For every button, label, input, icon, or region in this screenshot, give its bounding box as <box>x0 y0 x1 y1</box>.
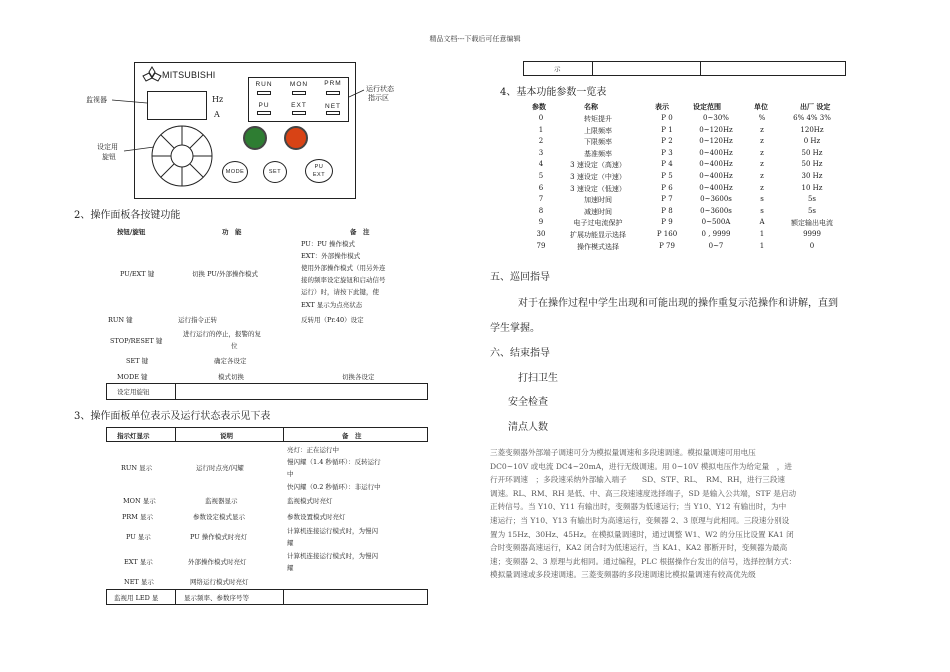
s3-led-desc: 显示频率、参数序号等 <box>184 594 249 602</box>
paragraph-line: 正转信号。当 Y10、Y11 有输出时，变频器为低速运行；当 Y10、Y12 有输出时，为中 <box>490 502 787 512</box>
s3-run-disp: RUN 显示 <box>121 464 153 472</box>
param-cell: P 0 <box>661 114 673 122</box>
param-header-name: 名称 <box>584 102 598 111</box>
unit-hz: Hz <box>212 95 224 104</box>
param-cell: 50 Hz <box>801 160 823 169</box>
callout-status-line2: 指示区 <box>368 94 389 102</box>
mitsubishi-logo-icon <box>142 66 162 82</box>
s2-stop-func-1: 进行运行的停止，报警的复 <box>183 330 261 338</box>
param-cell: z <box>760 125 764 134</box>
param-cell: 减速时间 <box>584 207 612 216</box>
top-table-line <box>700 61 701 76</box>
param-cell: 3 速设定（低速） <box>570 184 626 193</box>
param-cell: 120Hz <box>800 125 824 134</box>
param-cell: z <box>760 172 764 180</box>
param-cell: 9999 <box>803 230 821 238</box>
section2-title: 2、操作面板各按键功能 <box>74 210 181 221</box>
s3-run-desc: 运行时点亮/闪耀 <box>196 464 244 472</box>
s3-ext-note-1: 计算机连接运行模式时，为慢闪 <box>287 552 378 560</box>
callout-leader-lines <box>80 85 380 165</box>
param-cell: P 79 <box>659 241 675 250</box>
param-header-disp: 表示 <box>655 102 669 111</box>
param-cell: 50 Hz <box>801 148 823 157</box>
param-cell: 79 <box>536 241 546 250</box>
indicator-ext-label: EXT <box>291 102 307 109</box>
s3-table-line <box>283 589 284 605</box>
s2-pu-ext-note-1: PU：PU 操作模式 <box>301 240 356 248</box>
s3-table-line <box>427 427 428 442</box>
param-cell: s <box>760 195 764 204</box>
param-cell: 5 <box>538 172 544 180</box>
param-header-default: 出厂 设定 <box>800 102 831 111</box>
s3-table-line <box>106 427 107 442</box>
param-cell: s <box>760 206 764 215</box>
param-cell: 0 Hz <box>803 137 821 146</box>
paragraph-line: 调速。RL、RM、RH 是低、中、高三段速速度选择端子，SD 是输入公共端，STF 是启动 <box>490 488 797 498</box>
param-cell: 1 <box>759 230 765 238</box>
s3-table-line <box>106 589 107 605</box>
param-cell: P 160 <box>656 230 678 238</box>
s2-pu-ext-func: 切换 PU/外部操作模式 <box>192 270 258 278</box>
callout-dial-line1: 设定用 <box>97 143 118 151</box>
pu-label: PU <box>314 164 324 170</box>
s3-header-disp: 指示灯显示 <box>117 432 150 440</box>
s3-header-note: 备 注 <box>342 432 362 440</box>
s3-run-note-4: 快闪耀（0.2 秒循环）：非运行中 <box>287 483 381 491</box>
param-cell: 8 <box>538 206 544 215</box>
param-cell: 5s <box>807 195 817 204</box>
s3-ext-disp: EXT 显示 <box>124 558 153 566</box>
param-header-range: 设定范围 <box>693 102 721 111</box>
s3-pu-desc: PU 操作模式时亮灯 <box>190 533 248 541</box>
s2-header-key: 按钮/旋钮 <box>117 228 146 236</box>
section6-title: 六、结束指导 <box>490 348 550 359</box>
callout-status-line1: 运行状态 <box>366 85 394 93</box>
s2-pu-ext-note-5: 运行）时，请按下此键，使 <box>301 288 379 296</box>
paragraph-line: 速运行；当 Y10、Y13 有输出时为高速运行，变频器 2、3 原理与此相同。三段速分别设 <box>490 515 790 525</box>
watermark-text: 精品文档---下载后可任意编辑 <box>429 35 521 43</box>
s2-run-func: 运行指令正转 <box>178 316 217 324</box>
param-cell: 0~30% <box>703 114 729 122</box>
param-cell: 加速时间 <box>584 196 612 205</box>
param-cell: 4 <box>538 160 544 169</box>
param-cell: 1 <box>538 125 544 134</box>
param-cell: 额定输出电流 <box>791 219 833 228</box>
param-cell: 5s <box>807 206 817 215</box>
param-cell: 0~120Hz <box>699 137 733 146</box>
param-cell: 扩展功能显示选择 <box>570 231 626 239</box>
param-header-unit: 单位 <box>754 102 768 111</box>
top-table-cell: 示 <box>554 65 561 73</box>
s3-pu-disp: PU 显示 <box>126 533 151 541</box>
param-cell: 0 <box>538 114 544 122</box>
section4-title: 4、基本功能参数一览表 <box>500 87 607 98</box>
param-header-num: 参数 <box>532 102 546 111</box>
param-cell: 0~7 <box>708 241 724 250</box>
s2-header-func: 功 能 <box>222 228 242 236</box>
s2-dial-key: 设定用旋钮 <box>117 388 150 396</box>
param-cell: 电子过电流保护 <box>573 219 623 228</box>
paragraph-line: 行开环调速 ；多段速采纳外部输入端子 SD、STF、RL、 RM、RH，进行三段速 <box>490 475 786 485</box>
param-cell: P 2 <box>661 137 673 146</box>
param-cell: 30 Hz <box>801 172 823 180</box>
param-cell: 0~400Hz <box>699 148 733 157</box>
s2-run-note: 反转用（Pr.40）设定 <box>301 316 364 324</box>
param-cell: 0~400Hz <box>699 172 733 180</box>
param-cell: 3 <box>538 148 544 157</box>
s3-run-note-3: 中 <box>287 470 294 478</box>
paragraph-line: DC0~10V 或电流 DC4~20mA，进行无级调速。用 0~10V 模拟电压作为给定量 ，进 <box>490 461 792 471</box>
param-cell: 2 <box>538 137 544 146</box>
param-cell: 1 <box>759 241 765 250</box>
section3-title: 3、操作面板单位表示及运行状态表示见下表 <box>74 411 271 422</box>
param-cell: 10 Hz <box>801 183 823 192</box>
param-cell: P 6 <box>661 183 673 192</box>
top-table-line <box>845 61 846 76</box>
ext-label: EXT <box>312 172 326 178</box>
indicator-mon-label: MON <box>289 81 309 88</box>
param-cell: P 9 <box>661 218 673 227</box>
s3-table-line <box>283 427 284 442</box>
s2-stop-func-2: 位 <box>231 342 238 350</box>
param-cell: z <box>760 160 764 169</box>
s3-run-note-1: 亮灯：正在运行中 <box>287 446 339 454</box>
param-cell: 0~120Hz <box>699 125 733 134</box>
top-table-line <box>523 75 846 76</box>
s3-table-line <box>175 589 176 605</box>
s3-mon-note: 监视模式时亮灯 <box>287 497 333 505</box>
s2-mode-key: MODE 键 <box>117 373 148 381</box>
s3-net-disp: NET 显示 <box>124 578 154 586</box>
param-cell: 0 , 9999 <box>701 230 731 238</box>
s3-ext-desc: 外部操作模式时亮灯 <box>188 558 247 566</box>
s3-table-line <box>427 589 428 605</box>
s3-run-note-2: 慢闪耀（1.4 秒循环）：反转运行 <box>287 458 381 466</box>
param-cell: 0~400Hz <box>699 160 733 169</box>
param-cell: 7 <box>538 195 544 204</box>
s3-table-line <box>106 589 428 590</box>
indicator-run-label: RUN <box>255 81 273 88</box>
paragraph-line: 速；变频器 2、3 原理与此相同。通过编程，PLC 根据操作台发出的信号，选择控制方式： <box>490 556 797 566</box>
callout-dial-line2: 旋钮 <box>102 153 116 161</box>
param-cell: 6 <box>538 183 544 192</box>
param-cell: z <box>760 137 764 146</box>
s3-table-line <box>106 441 428 442</box>
paragraph-block <box>490 446 874 582</box>
param-cell: 操作模式选择 <box>577 242 619 251</box>
s3-table-line <box>175 427 176 442</box>
s2-table-line <box>106 383 107 400</box>
item-count: 清点人数 <box>508 422 548 433</box>
param-cell: P 1 <box>661 125 673 134</box>
param-cell: z <box>760 183 764 192</box>
top-table-line <box>592 61 593 76</box>
item-clean: 打扫卫生 <box>518 373 558 384</box>
param-cell: z <box>760 148 764 157</box>
param-cell: P 5 <box>661 172 673 180</box>
s2-mode-note: 切换各设定 <box>342 373 375 381</box>
s3-mon-desc: 监视器显示 <box>205 497 238 505</box>
s3-prm-desc: 参数设定模式显示 <box>193 513 245 521</box>
param-cell: P 7 <box>661 195 673 204</box>
mode-button-label: MODE <box>225 169 245 175</box>
section5-text-1: 对于在操作过程中学生出现和可能出现的操作重复示范操作和讲解，直到 <box>518 298 838 309</box>
param-cell: 转矩提升 <box>584 115 612 123</box>
s3-prm-note: 参数设置模式时亮灯 <box>287 513 346 521</box>
paragraph-line: 模拟量调速或多段速调速。三菱变频器的多段速调速比模拟量调速有较高优先级 <box>490 570 756 580</box>
paragraph-line: 合时变频器高速运行，KA2 闭合时为低速运行，当 KA1、KA2 都断开时，变频器为最高 <box>490 543 788 553</box>
paragraph-line: 三菱变频器外部端子调速可分为模拟量调速和多段速调速。模拟量调速可用电压 <box>490 448 756 457</box>
param-cell: 9 <box>538 218 544 227</box>
s2-run-key: RUN 键 <box>108 316 133 324</box>
brand-label: MITSUBISHI <box>162 70 216 80</box>
param-cell: A <box>759 218 765 227</box>
s3-net-desc: 网络运行模式时亮灯 <box>190 578 249 586</box>
indicator-prm-label: PRM <box>324 80 342 87</box>
param-cell: 0~500A <box>701 218 731 227</box>
param-cell: % <box>758 114 766 122</box>
s2-pu-ext-note-6: EXT 显示为点亮状态 <box>301 301 363 309</box>
s2-table-line <box>106 399 428 400</box>
s3-led-disp: 监视用 LED 显 <box>114 594 159 602</box>
s2-set-key: SET 键 <box>126 357 149 365</box>
s2-table-line <box>175 383 176 400</box>
param-cell: 3 速设定（高速） <box>570 161 626 170</box>
param-cell: 下限频率 <box>584 138 612 147</box>
indicator-net-label: NET <box>325 103 341 110</box>
top-table-line <box>523 61 846 62</box>
s3-mon-disp: MON 显示 <box>123 497 156 505</box>
s3-prm-disp: PRM 显示 <box>122 513 153 521</box>
param-cell: 6% 4% 3% <box>793 114 831 122</box>
s2-pu-ext-note-4: 接的频率设定旋钮和启动信号 <box>301 276 386 284</box>
s2-stop-key: STOP/RESET 键 <box>110 337 163 345</box>
s2-pu-ext-key: PU/EXT 键 <box>120 270 155 278</box>
param-cell: 0~400Hz <box>699 183 733 192</box>
section5-title: 五、巡回指导 <box>490 272 550 283</box>
callout-monitor: 监视器 <box>86 96 107 104</box>
s3-pu-note-2: 耀 <box>287 539 294 547</box>
param-cell: 30 <box>536 230 546 238</box>
param-cell: P 4 <box>661 160 673 169</box>
param-cell: P 3 <box>661 148 673 157</box>
s3-table-line <box>106 427 428 428</box>
unit-a: A <box>214 110 220 119</box>
s2-pu-ext-note-2: EXT：外部操作模式 <box>301 252 361 260</box>
s2-header-note: 备 注 <box>350 228 370 236</box>
s3-ext-note-2: 耀 <box>287 564 294 572</box>
s2-pu-ext-note-3: 使用外部操作模式（用另外连 <box>301 264 386 272</box>
top-table-line <box>523 61 524 76</box>
s2-mode-func: 模式切换 <box>218 373 244 381</box>
s3-table-line <box>106 604 428 605</box>
param-cell: 0 <box>809 241 815 250</box>
set-button-label: SET <box>268 169 282 175</box>
s3-pu-note-1: 计算机连接运行模式时，为慢闪 <box>287 527 378 535</box>
s2-table-line <box>427 383 428 400</box>
param-cell: 上限频率 <box>584 126 612 135</box>
param-cell: 基准频率 <box>584 149 612 158</box>
s2-set-func: 确定各设定 <box>214 357 247 365</box>
param-cell: 0~3600s <box>700 206 732 215</box>
s3-header-desc: 说明 <box>220 432 233 440</box>
indicator-pu-label: PU <box>258 102 270 109</box>
section5-text-2: 学生掌握。 <box>490 323 540 334</box>
paragraph-line: 置为 15Hz、30Hz、45Hz。在模拟量调速时，通过调整 W1、W2 的分压比设置 KA1 闭 <box>490 529 794 539</box>
param-cell: 0~3600s <box>700 195 732 204</box>
s2-table-line <box>106 383 428 384</box>
item-safety: 安全检查 <box>508 397 548 408</box>
param-cell: 3 速设定（中速） <box>570 173 626 181</box>
param-cell: P 8 <box>661 206 673 215</box>
